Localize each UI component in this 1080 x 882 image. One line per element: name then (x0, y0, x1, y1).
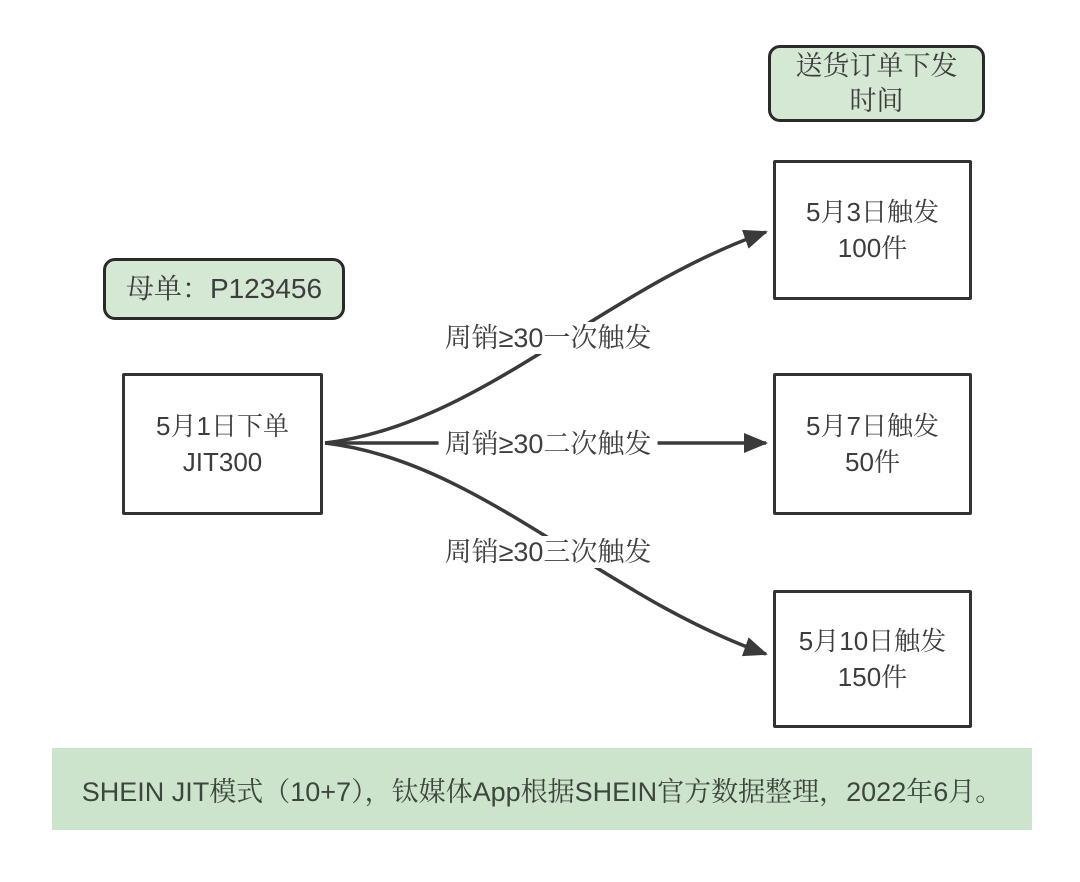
edge-label-first-trigger: 周销≥30一次触发 (439, 322, 658, 354)
target-node-may7-line2: 50件 (845, 447, 900, 477)
legend-line2: 时间 (849, 85, 904, 116)
legend-box-delivery-order-time (768, 45, 985, 122)
footer-caption-text: SHEIN JIT模式（10+7），钛媒体App根据SHEIN官方数据整理，2022年6月。 (81, 776, 1003, 807)
target-node-may7 (773, 373, 972, 515)
target-node-may10-line2: 150件 (837, 662, 908, 692)
target-node-may3 (773, 160, 972, 300)
source-node-line2: JIT300 (182, 447, 263, 477)
legend-line1: 送货订单下发 (795, 50, 958, 81)
edge-label-third-trigger: 周销≥30三次触发 (439, 536, 658, 568)
footer-caption-banner (52, 748, 1032, 830)
target-node-may3-line2: 100件 (837, 233, 908, 263)
target-node-may10-line1: 5月10日触发 (798, 626, 947, 656)
source-node-order (122, 373, 323, 515)
source-node-line1: 5月1日下单 (156, 411, 289, 441)
target-node-may10 (773, 590, 972, 728)
edge-label-second-trigger: 周销≥30二次触发 (439, 428, 658, 460)
parent-order-label: 母单：P123456 (125, 273, 323, 304)
target-node-may7-line1: 5月7日触发 (806, 411, 939, 441)
parent-order-box (103, 258, 345, 320)
target-node-may3-line1: 5月3日触发 (806, 197, 939, 227)
